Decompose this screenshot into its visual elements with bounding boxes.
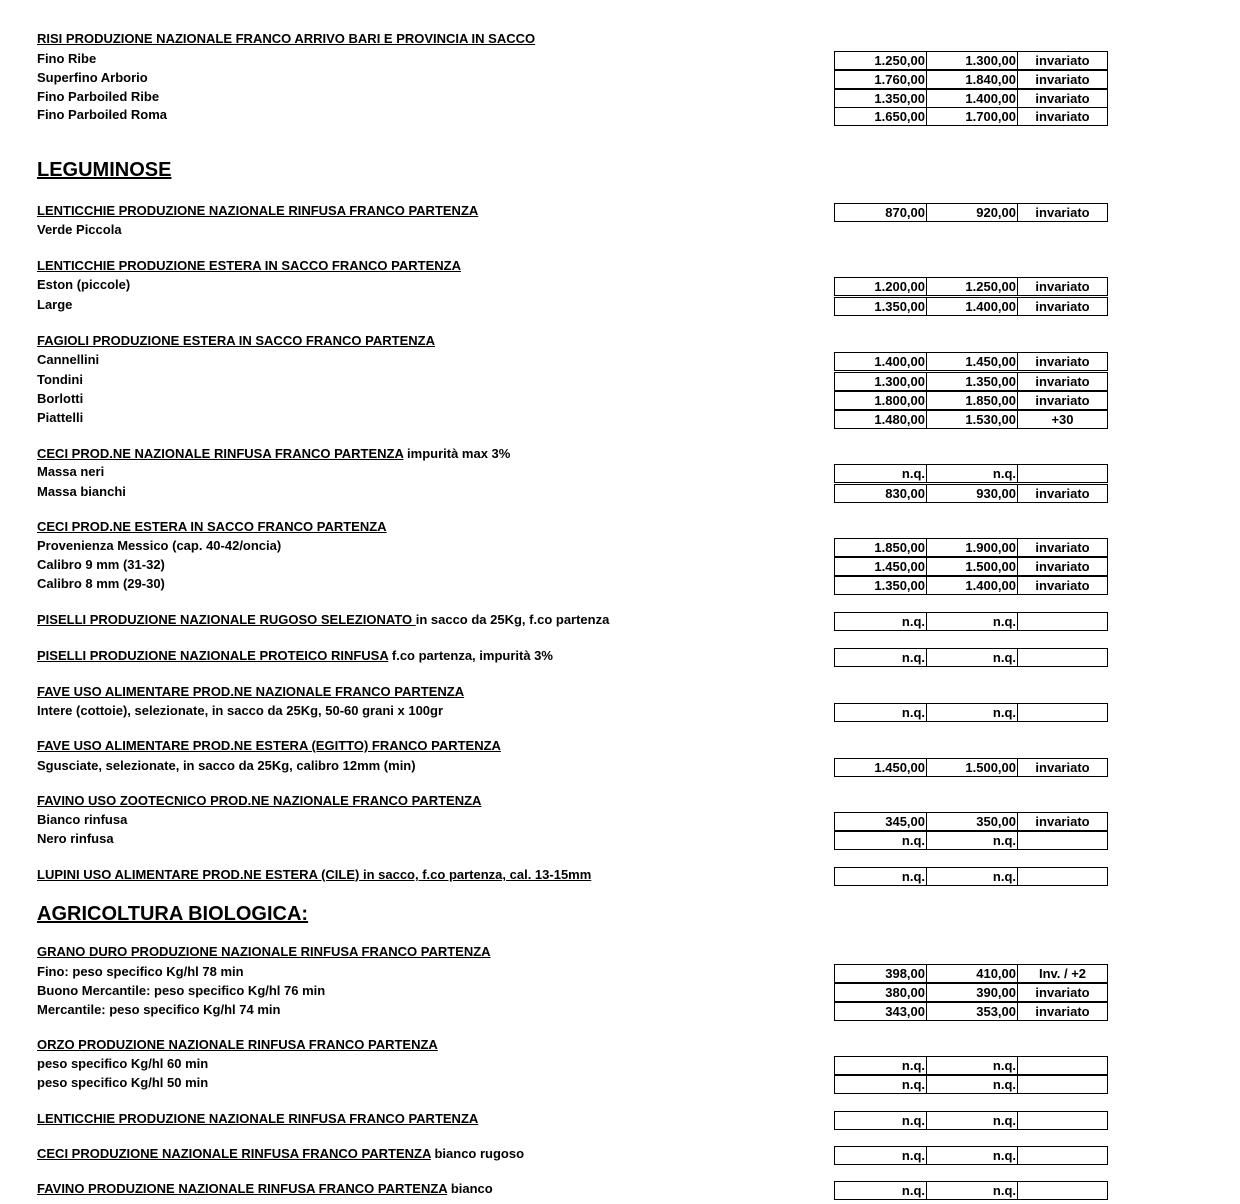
price-change-cell: invariato: [1035, 985, 1090, 1000]
heading-note-text: bianco: [447, 1181, 493, 1196]
price-max-cell: n.q.: [927, 704, 1018, 721]
heading-underlined-text: PISELLI PRODUZIONE NAZIONALE PROTEICO RINFUSA: [37, 648, 389, 663]
item-label: Fino Parboiled Roma: [37, 107, 168, 122]
price-cells: [834, 51, 1108, 70]
heading-underlined-text: LENTICCHIE PRODUZIONE NAZIONALE RINFUSA FRANCO PARTENZA: [37, 203, 479, 218]
heading-underlined-text: ORZO PRODUZIONE NAZIONALE RINFUSA FRANCO PARTENZA: [37, 1037, 438, 1052]
heading-underlined-text: CECI PROD.NE NAZIONALE RINFUSA FRANCO PARTENZA: [37, 446, 404, 461]
category-heading: [37, 258, 461, 274]
heading-underlined-text: PISELLI PRODUZIONE NAZIONALE RUGOSO SELEZIONATO: [37, 612, 416, 627]
category-heading: [37, 333, 435, 349]
item-label: Superfino Arborio: [37, 70, 148, 85]
price-min-cell: n.q.: [835, 613, 927, 630]
heading-note-text: bianco rugoso: [430, 1146, 525, 1161]
item-label: peso specifico Kg/hl 60 min: [37, 1056, 209, 1071]
price-min-cell: 1.650,00: [835, 108, 927, 125]
price-change-cell: [1018, 1112, 1107, 1129]
price-min-cell: 830,00: [835, 485, 927, 502]
heading-note-text: impurità max 3%: [403, 446, 511, 461]
price-min-cell: 1.300,00: [835, 373, 927, 390]
item-label: Nero rinfusa: [37, 831, 114, 846]
price-max-cell: n.q.: [927, 465, 1018, 482]
price-max-cell: 1.700,00: [927, 108, 1018, 125]
price-max-cell: 1.850,00: [927, 392, 1018, 409]
category-heading: [37, 446, 510, 462]
price-change-cell: invariato: [1035, 279, 1090, 294]
category-heading: [37, 648, 553, 664]
price-max-cell: 1.840,00: [927, 71, 1018, 88]
item-label: Cannellini: [37, 352, 100, 367]
price-max-cell: 1.400,00: [927, 90, 1018, 107]
price-change-cell: [1018, 465, 1107, 482]
price-min-cell: n.q.: [835, 649, 927, 666]
category-heading: [37, 612, 609, 628]
price-min-cell: 870,00: [835, 204, 927, 221]
price-max-cell: 353,00: [927, 1003, 1018, 1020]
price-cells: [834, 983, 1108, 1002]
price-min-cell: 1.350,00: [835, 90, 927, 107]
item-label: Calibro 9 mm (31-32): [37, 557, 165, 572]
price-change-cell: [1018, 1147, 1107, 1164]
heading-underlined-text: FAVINO USO ZOOTECNICO PROD.NE NAZIONALE FRANCO PARTENZA: [37, 793, 482, 808]
price-cells: [834, 410, 1108, 429]
heading-underlined-text: GRANO DURO PRODUZIONE NAZIONALE RINFUSA FRANCO PARTENZA: [37, 944, 491, 959]
price-min-cell: 1.200,00: [835, 278, 927, 295]
price-change-cell: invariato: [1035, 760, 1090, 775]
category-heading: [37, 944, 491, 960]
price-min-cell: n.q.: [835, 1057, 927, 1074]
price-change-cell: Inv. / +2: [1038, 966, 1087, 981]
heading-underlined-text: LENTICCHIE PRODUZIONE ESTERA IN SACCO FRANCO PARTENZA: [37, 258, 461, 273]
price-change-cell: [1018, 704, 1107, 721]
price-change-cell: [1018, 1076, 1107, 1093]
price-change-cell: invariato: [1035, 205, 1090, 220]
price-min-cell: 1.400,00: [835, 353, 927, 370]
price-min-cell: n.q.: [835, 1147, 927, 1164]
price-cells: [834, 703, 1108, 722]
item-label: Bianco rinfusa: [37, 812, 128, 827]
heading-underlined-text: CECI PRODUZIONE NAZIONALE RINFUSA FRANCO PARTENZA: [37, 1146, 431, 1161]
price-change-cell: invariato: [1035, 393, 1090, 408]
price-max-cell: n.q.: [927, 1057, 1018, 1074]
price-change-cell: [1018, 832, 1107, 849]
item-label: Fino: peso specifico Kg/hl 78 min: [37, 964, 244, 979]
item-label: Intere (cottoie), selezionate, in sacco da 25Kg, 50-60 grani x 100gr: [37, 703, 444, 718]
price-min-cell: 1.800,00: [835, 392, 927, 409]
price-min-cell: 398,00: [835, 965, 927, 982]
price-max-cell: n.q.: [927, 1076, 1018, 1093]
price-min-cell: 1.760,00: [835, 71, 927, 88]
price-cells: [834, 812, 1108, 831]
price-max-cell: n.q.: [927, 1182, 1018, 1199]
price-change-cell: invariato: [1035, 354, 1090, 369]
heading-note-text: f.co partenza, impurità 3%: [388, 648, 553, 663]
price-cells: [834, 1056, 1108, 1075]
price-min-cell: n.q.: [835, 1112, 927, 1129]
heading-underlined-text: FAVE USO ALIMENTARE PROD.NE ESTERA (EGITTO) FRANCO PARTENZA: [37, 738, 501, 753]
price-cells: [834, 89, 1108, 108]
price-change-cell: invariato: [1035, 72, 1090, 87]
price-change-cell: [1018, 1057, 1107, 1074]
price-change-cell: invariato: [1035, 578, 1090, 593]
heading-underlined-text: in sacco, f.co partenza, cal. 13-15mm: [359, 867, 592, 882]
price-min-cell: 345,00: [835, 813, 927, 830]
item-label: Buono Mercantile: peso specifico Kg/hl 76 min: [37, 983, 326, 998]
price-change-cell: [1018, 868, 1107, 885]
price-cells: [834, 203, 1108, 222]
price-max-cell: 1.530,00: [927, 411, 1018, 428]
item-label: Massa bianchi: [37, 484, 126, 499]
price-change-cell: invariato: [1035, 486, 1090, 501]
price-cells: [834, 464, 1108, 483]
price-min-cell: 1.250,00: [835, 52, 927, 69]
price-cells: [834, 297, 1108, 316]
heading-underlined-text: LUPINI USO ALIMENTARE PROD.NE ESTERA (CILE): [37, 867, 360, 882]
price-cells: [834, 372, 1108, 391]
price-max-cell: n.q.: [927, 1112, 1018, 1129]
price-change-cell: invariato: [1035, 109, 1090, 124]
price-max-cell: 1.900,00: [927, 539, 1018, 556]
price-min-cell: n.q.: [835, 704, 927, 721]
price-change-cell: invariato: [1035, 91, 1090, 106]
price-change-cell: +30: [1051, 412, 1074, 427]
category-heading: [37, 1037, 438, 1053]
price-change-cell: [1018, 649, 1107, 666]
price-min-cell: 1.480,00: [835, 411, 927, 428]
price-change-cell: [1018, 1182, 1107, 1199]
price-max-cell: 1.500,00: [927, 558, 1018, 575]
price-max-cell: 1.300,00: [927, 52, 1018, 69]
price-max-cell: 930,00: [927, 485, 1018, 502]
price-cells: [834, 1146, 1108, 1165]
heading-underlined-text: LENTICCHIE PRODUZIONE NAZIONALE RINFUSA FRANCO PARTENZA: [37, 1111, 479, 1126]
price-cells: [834, 831, 1108, 850]
price-max-cell: 1.450,00: [927, 353, 1018, 370]
category-heading: [37, 793, 481, 809]
price-min-cell: n.q.: [835, 465, 927, 482]
category-heading: [37, 738, 501, 754]
price-cells: [834, 277, 1108, 296]
heading-note-text: in sacco da 25Kg, f.co partenza: [415, 612, 610, 627]
price-cells: [834, 964, 1108, 983]
price-cells: [834, 648, 1108, 667]
heading-underlined-text: FAVINO PRODUZIONE NAZIONALE RINFUSA FRANCO PARTENZA: [37, 1181, 448, 1196]
price-min-cell: 1.350,00: [835, 577, 927, 594]
price-max-cell: n.q.: [927, 1147, 1018, 1164]
price-cells: [834, 352, 1108, 371]
price-max-cell: 350,00: [927, 813, 1018, 830]
item-label: Fino Ribe: [37, 51, 97, 66]
category-heading: [37, 684, 464, 700]
price-min-cell: 1.450,00: [835, 558, 927, 575]
item-label: Borlotti: [37, 391, 84, 406]
price-cells: [834, 1111, 1108, 1130]
price-change-cell: invariato: [1035, 540, 1090, 555]
heading-underlined-text: FAVE USO ALIMENTARE PROD.NE NAZIONALE FRANCO PARTENZA: [37, 684, 465, 699]
price-cells: [834, 391, 1108, 410]
section-title: LEGUMINOSE: [37, 159, 172, 181]
heading-underlined-text: RISI PRODUZIONE NAZIONALE FRANCO ARRIVO BARI E PROVINCIA IN SACCO: [37, 31, 536, 46]
item-label: Large: [37, 297, 73, 312]
price-min-cell: 343,00: [835, 1003, 927, 1020]
price-max-cell: 1.350,00: [927, 373, 1018, 390]
category-heading: [37, 519, 387, 535]
price-cells: [834, 107, 1108, 126]
item-label: Fino Parboiled Ribe: [37, 89, 160, 104]
item-label: Verde Piccola: [37, 222, 122, 237]
item-label: Piattelli: [37, 410, 84, 425]
heading-underlined-text: CECI PROD.NE ESTERA IN SACCO FRANCO PARTENZA: [37, 519, 387, 534]
price-cells: [834, 538, 1108, 557]
category-heading: [37, 867, 591, 883]
price-change-cell: invariato: [1035, 374, 1090, 389]
price-change-cell: invariato: [1035, 814, 1090, 829]
price-max-cell: 410,00: [927, 965, 1018, 982]
item-label: Provenienza Messico (cap. 40-42/oncia): [37, 538, 282, 553]
item-label: Sgusciate, selezionate, in sacco da 25Kg, calibro 12mm (min): [37, 758, 416, 773]
price-max-cell: n.q.: [927, 832, 1018, 849]
price-change-cell: invariato: [1035, 1004, 1090, 1019]
category-heading: [37, 203, 478, 219]
price-cells: [834, 557, 1108, 576]
price-min-cell: 1.450,00: [835, 759, 927, 776]
price-cells: [834, 70, 1108, 89]
price-max-cell: n.q.: [927, 868, 1018, 885]
price-max-cell: 1.400,00: [927, 577, 1018, 594]
item-label: Mercantile: peso specifico Kg/hl 74 min: [37, 1002, 281, 1017]
item-label: Tondini: [37, 372, 83, 387]
item-label: Eston (piccole): [37, 277, 131, 292]
price-min-cell: 1.350,00: [835, 298, 927, 315]
price-min-cell: 1.850,00: [835, 539, 927, 556]
price-cells: [834, 1075, 1108, 1094]
price-change-cell: invariato: [1035, 299, 1090, 314]
price-cells: [834, 758, 1108, 777]
heading-underlined-text: FAGIOLI PRODUZIONE ESTERA IN SACCO FRANCO PARTENZA: [37, 333, 435, 348]
price-change-cell: invariato: [1035, 53, 1090, 68]
price-min-cell: n.q.: [835, 868, 927, 885]
price-cells: [834, 612, 1108, 631]
price-cells: [834, 1002, 1108, 1021]
price-change-cell: [1018, 613, 1107, 630]
price-max-cell: 390,00: [927, 984, 1018, 1001]
section-title: AGRICOLTURA BIOLOGICA:: [37, 903, 309, 925]
item-label: Massa neri: [37, 464, 105, 479]
category-heading: [37, 1111, 478, 1127]
price-max-cell: 1.500,00: [927, 759, 1018, 776]
price-min-cell: n.q.: [835, 1182, 927, 1199]
item-label: peso specifico Kg/hl 50 min: [37, 1075, 209, 1090]
price-cells: [834, 1181, 1108, 1200]
price-change-cell: invariato: [1035, 559, 1090, 574]
category-heading: [37, 1146, 524, 1162]
price-cells: [834, 484, 1108, 503]
price-min-cell: 380,00: [835, 984, 927, 1001]
category-heading: [37, 31, 535, 47]
price-max-cell: 1.400,00: [927, 298, 1018, 315]
price-max-cell: 920,00: [927, 204, 1018, 221]
price-max-cell: n.q.: [927, 649, 1018, 666]
price-cells: [834, 867, 1108, 886]
price-max-cell: 1.250,00: [927, 278, 1018, 295]
price-min-cell: n.q.: [835, 832, 927, 849]
price-cells: [834, 576, 1108, 595]
price-max-cell: n.q.: [927, 613, 1018, 630]
price-min-cell: n.q.: [835, 1076, 927, 1093]
item-label: Calibro 8 mm (29-30): [37, 576, 165, 591]
category-heading: [37, 1181, 493, 1197]
